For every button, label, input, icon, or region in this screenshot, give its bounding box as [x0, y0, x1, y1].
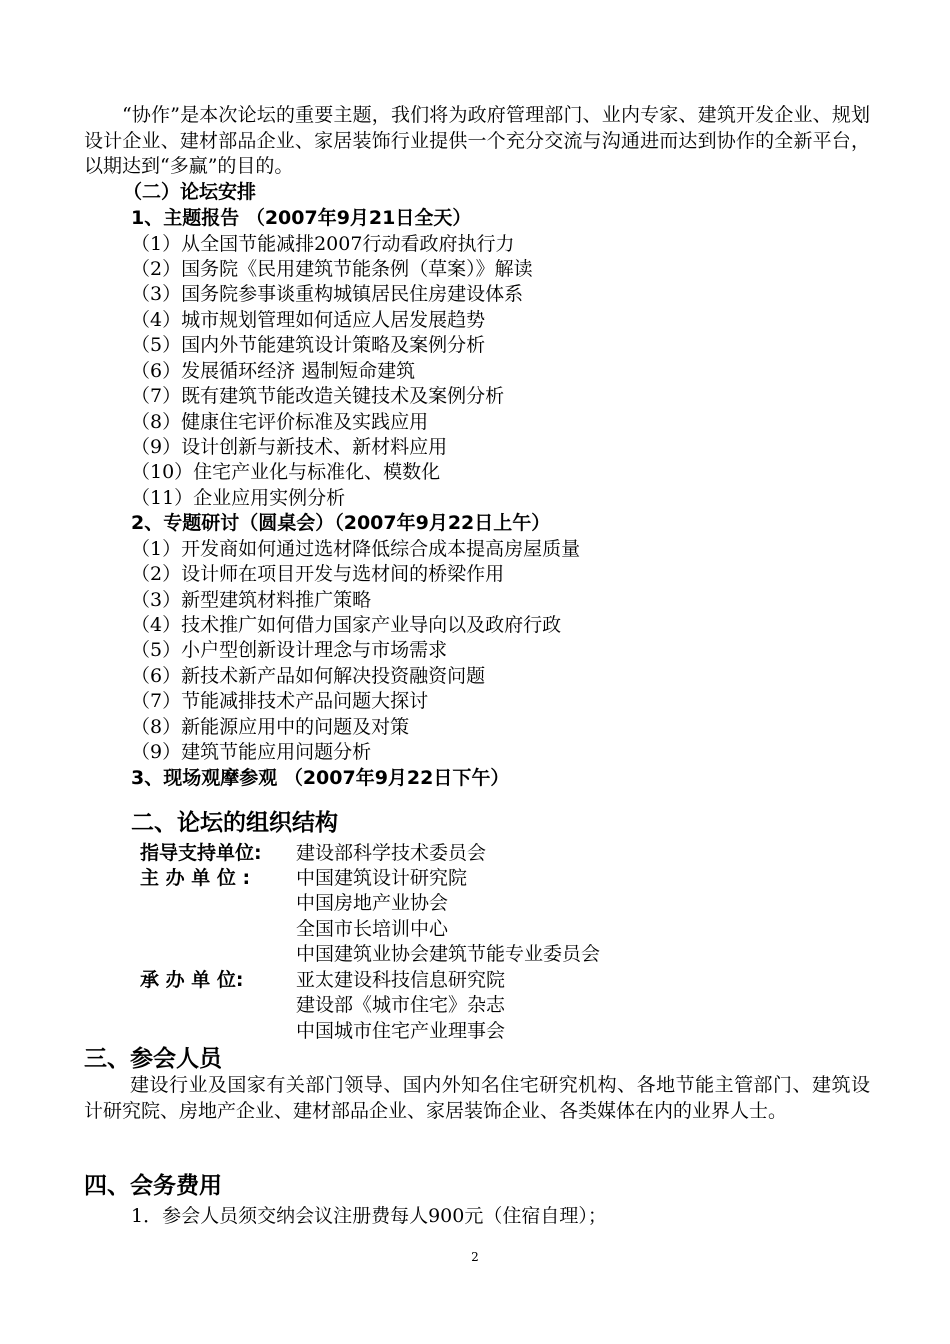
report-item: （10）住宅产业化与标准化、模数化 [131, 461, 441, 483]
org-heading: 二、论坛的组织结构 [131, 810, 338, 836]
host-unit: 中国建筑业协会建筑节能专业委员会 [296, 943, 601, 965]
seminar-item: （7）节能减排技术产品问题大探讨 [131, 690, 429, 712]
seminar-item: （5）小户型创新设计理念与市场需求 [131, 639, 448, 661]
page-number: 2 [471, 1250, 479, 1264]
guide-label: 指导支持单位: [140, 842, 262, 864]
organizer-label: 承 办 单 位: [140, 969, 244, 991]
report-item: （11）企业应用实例分析 [131, 487, 346, 509]
host-unit: 中国建筑设计研究院 [296, 867, 468, 889]
seminar-item: （3）新型建筑材料推广策略 [131, 589, 372, 611]
report-item: （3）国务院参事谈重构城镇居民住房建设体系 [131, 283, 524, 305]
site-visit-title: 3、现场观摩参观 （2007年9月22日下午） [131, 767, 510, 789]
seminar-item: （2）设计师在项目开发与选材间的桥梁作用 [131, 563, 505, 585]
fees-heading: 四、会务费用 [84, 1173, 222, 1199]
intro-paragraph: “协作”是本次论坛的重要主题，我们将为政府管理部门、业内专家、建筑开发企业、规划设计企业、建材部品企业、家居装饰行业提供一个充分交流与沟通进而达到协作的全新平台，以期达到“多赢”的目的。 [84, 104, 870, 177]
report-item: （9）设计创新与新技术、新材料应用 [131, 436, 448, 458]
host-unit: 全国市长培训中心 [296, 918, 449, 940]
attendees-heading: 三、参会人员 [84, 1046, 222, 1072]
organizer-unit: 亚太建设科技信息研究院 [296, 969, 506, 991]
guide-unit: 建设部科学技术委员会 [296, 842, 487, 864]
organizer-unit: 建设部《城市住宅》杂志 [296, 994, 506, 1016]
seminar-item: （1）开发商如何通过选材降低综合成本提高房屋质量 [131, 538, 581, 560]
report-item: （6）发展循环经济 遏制短命建筑 [131, 360, 416, 382]
seminar-item: （6）新技术新产品如何解决投资融资问题 [131, 665, 486, 687]
report-item: （7）既有建筑节能改造关键技术及案例分析 [131, 385, 505, 407]
report-item: （5）国内外节能建筑设计策略及案例分析 [131, 334, 486, 356]
report-item: （4）城市规划管理如何适应人居发展趋势 [131, 309, 486, 331]
seminar-item: （8）新能源应用中的问题及对策 [131, 716, 410, 738]
arrangement-title: （二）论坛安排 [123, 181, 257, 203]
keynote-report-title: 1、主题报告 （2007年9月21日全天） [131, 207, 472, 229]
seminar-item: （9）建筑节能应用问题分析 [131, 741, 372, 763]
attendees-paragraph: 建设行业及国家有关部门领导、国内外知名住宅研究机构、各地节能主管部门、建筑设计研究院、房地产企业、建材部品企业、家居装饰企业、各类媒体在内的业界人士。 [84, 1074, 870, 1122]
report-item: （2）国务院《民用建筑节能条例（草案）》解读 [131, 258, 533, 280]
report-item: （8）健康住宅评价标准及实践应用 [131, 411, 429, 433]
host-label: 主 办 单 位 : [140, 867, 251, 889]
fee-item: 1．参会人员须交纳会议注册费每人900元（住宿自理）； [131, 1205, 607, 1227]
seminar-item: （4）技术推广如何借力国家产业导向以及政府行政 [131, 614, 562, 636]
report-item: （1）从全国节能减排2007行动看政府执行力 [131, 233, 515, 255]
seminar-title: 2、专题研讨（圆桌会）（2007年9月22日上午） [131, 512, 551, 534]
host-unit: 中国房地产业协会 [296, 892, 449, 914]
organizer-unit: 中国城市住宅产业理事会 [296, 1020, 506, 1042]
